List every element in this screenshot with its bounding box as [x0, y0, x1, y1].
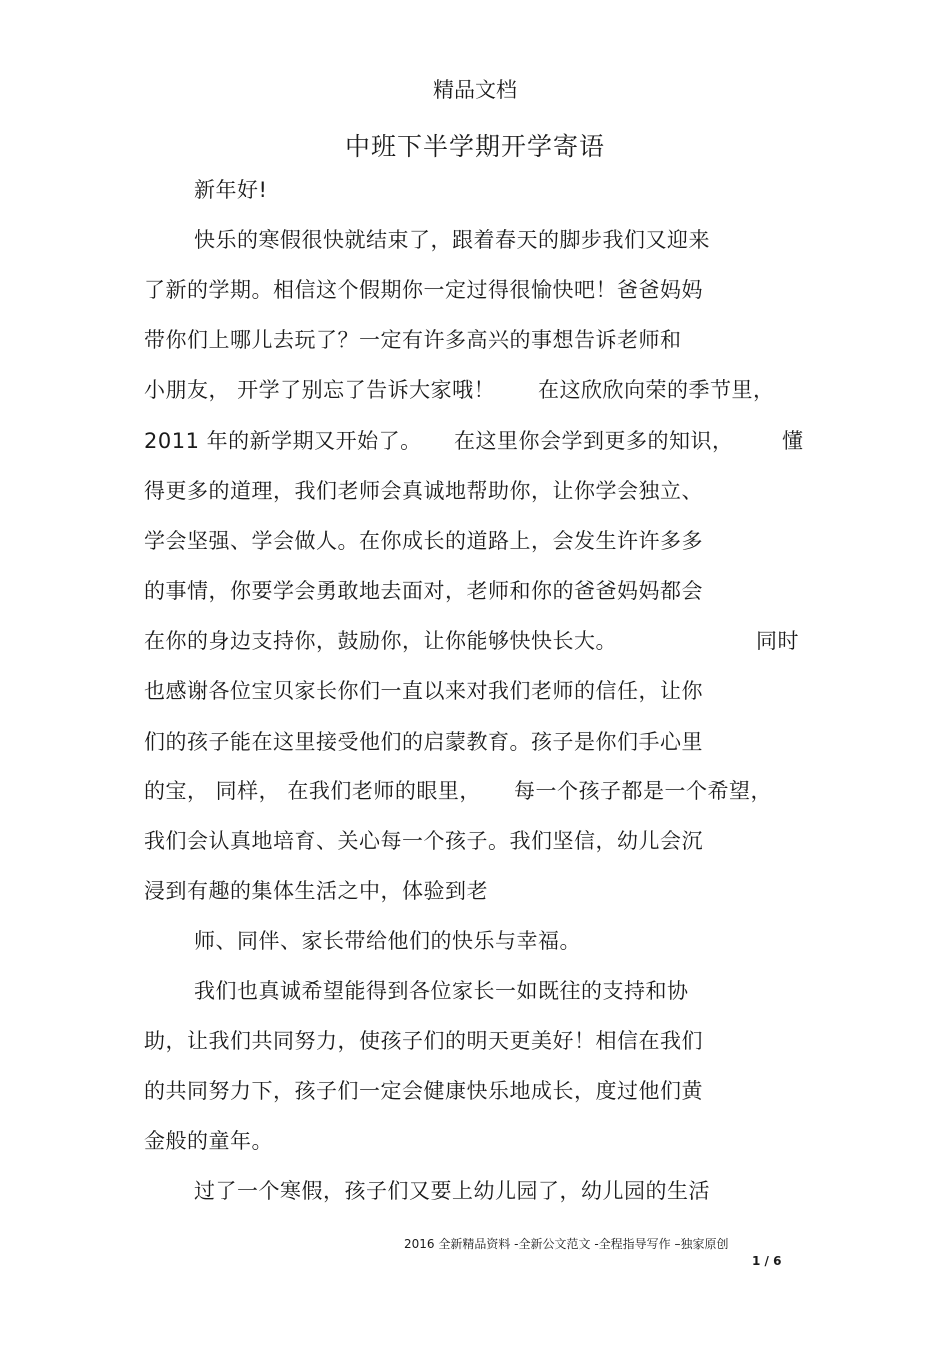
body-line: 学会坚强、学会做人。在你成长的道路上，会发生许许多多: [144, 529, 703, 553]
body-line: 了新的学期。相信这个假期你一定过得很愉快吧！爸爸妈妈: [144, 278, 703, 302]
body-line: 小朋友， 开学了别忘了告诉大家哦！: [144, 378, 496, 402]
body-line: 带你们上哪儿去玩了？一定有许多高兴的事想告诉老师和: [144, 328, 682, 352]
body-line: 的事情，你要学会勇敢地去面对，老师和你的爸爸妈妈都会: [144, 579, 703, 603]
body-line: 快乐的寒假很快就结束了，跟着春天的脚步我们又迎来: [194, 228, 710, 252]
body-line: 金般的童年。: [144, 1129, 273, 1153]
footer-note: 2016 全新精品资料 -全新公文范文 -全程指导写作 –独家原创: [404, 1237, 729, 1251]
body-line: 们的孩子能在这里接受他们的启蒙教育。孩子是你们手心里: [144, 730, 703, 754]
body-line: 在这里你会学到更多的知识，: [454, 429, 734, 453]
body-line: 我们也真诚希望能得到各位家长一如既往的支持和协: [194, 979, 689, 1003]
body-line: 过了一个寒假，孩子们又要上幼儿园了，幼儿园的生活: [194, 1179, 710, 1203]
body-line: 的宝， 同样， 在我们老师的眼里，: [144, 779, 481, 803]
document-title: 中班下半学期开学寄语: [344, 132, 605, 161]
body-line: 懂: [782, 429, 804, 453]
body-line: 也感谢各位宝贝家长你们一直以来对我们老师的信任，让你: [144, 679, 703, 703]
body-line: 助，让我们共同努力，使孩子们的明天更美好！相信在我们: [144, 1029, 703, 1053]
body-line: 同时: [756, 629, 799, 653]
body-line: 我们会认真地培育、关心每一个孩子。我们坚信，幼儿会沉: [144, 829, 703, 853]
body-line: 的共同努力下，孩子们一定会健康快乐地成长，度过他们黄: [144, 1079, 703, 1103]
body-line: 在你的身边支持你，鼓励你，让你能够快快长大。: [144, 629, 617, 653]
page-number: 1 / 6: [752, 1254, 782, 1268]
page-header: 精品文档: [433, 78, 517, 102]
body-line: 每一个孩子都是一个希望，: [514, 779, 772, 803]
body-line: 浸到有趣的集体生活之中，体验到老: [144, 879, 488, 903]
body-line: 得更多的道理，我们老师会真诚地帮助你，让你学会独立、: [144, 479, 703, 503]
body-line: 师、同伴、家长带给他们的快乐与幸福。: [194, 929, 581, 953]
body-line: 在这欣欣向荣的季节里，: [538, 378, 775, 402]
body-line: 2011 年的新学期又开始了。: [144, 429, 422, 453]
body-line: 新年好!: [194, 178, 268, 202]
